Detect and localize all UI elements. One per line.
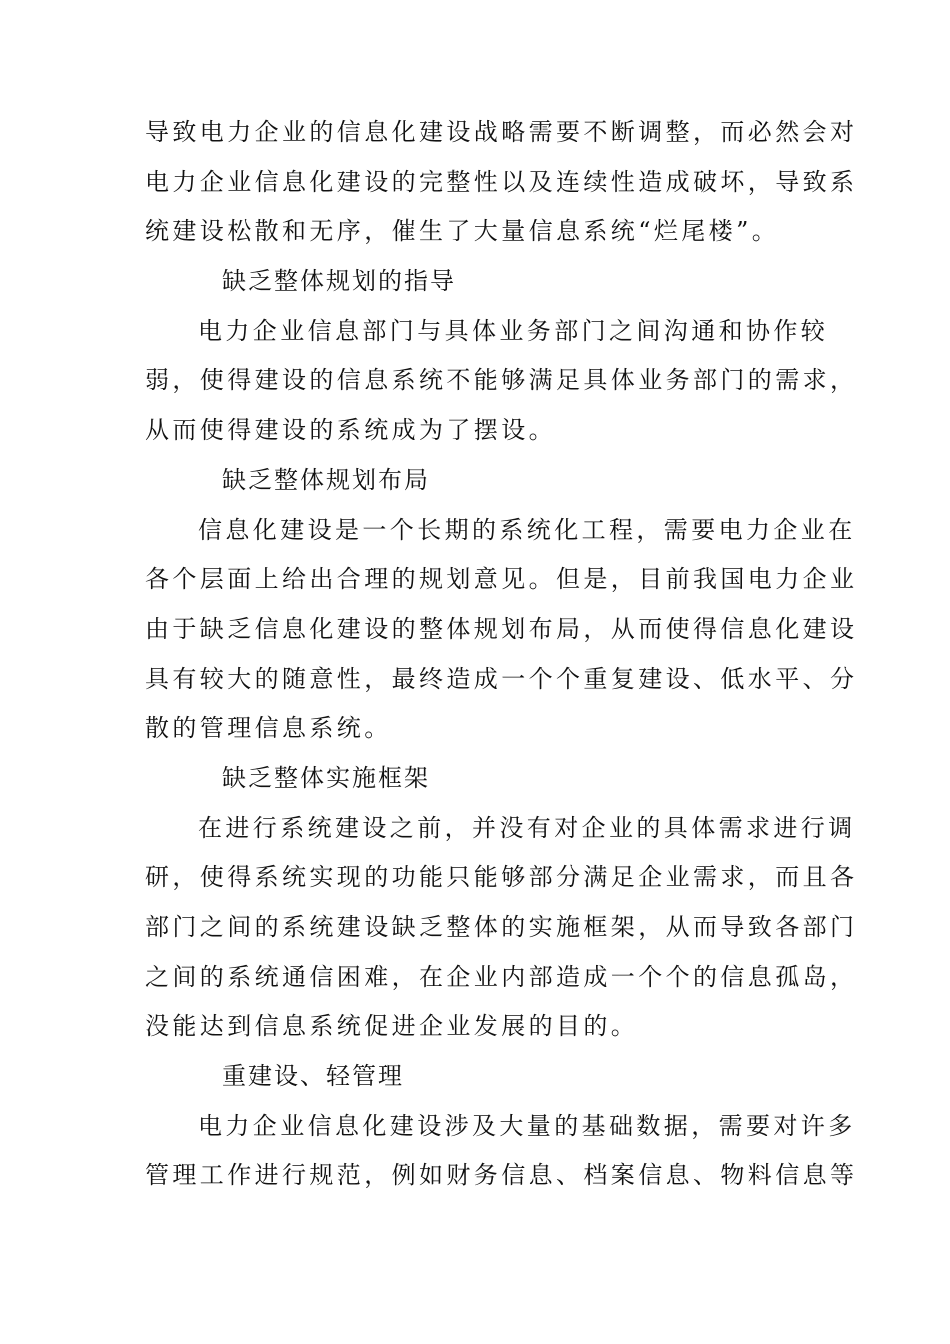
paragraph-line: 具有较大的随意性，最终造成一个个重复建设、低水平、分 xyxy=(145,664,858,693)
paragraph-line: 从而使得建设的系统成为了摆设。 xyxy=(145,416,556,445)
section-heading: 缺乏整体实施框架 xyxy=(222,763,430,792)
paragraph-line: 电力企业信息部门与具体业务部门之间沟通和协作较 xyxy=(198,316,829,345)
document-page xyxy=(145,108,858,1201)
paragraph-line: 电力企业信息化建设涉及大量的基础数据，需要对许多 xyxy=(198,1111,856,1140)
paragraph-line: 之间的系统通信困难，在企业内部造成一个个的信息孤岛， xyxy=(145,962,858,991)
section-heading: 重建设、轻管理 xyxy=(222,1062,404,1091)
paragraph-line: 由于缺乏信息化建设的整体规划布局，从而使得信息化建设 xyxy=(145,614,858,643)
paragraph-line: 导致电力企业的信息化建设战略需要不断调整，而必然会对 xyxy=(145,118,858,146)
paragraph-line: 各个层面上给出合理的规划意见。但是，目前我国电力企业 xyxy=(145,565,858,594)
paragraph-line: 没能达到信息系统促进企业发展的目的。 xyxy=(145,1012,639,1041)
paragraph-line: 在进行系统建设之前，并没有对企业的具体需求进行调 xyxy=(198,813,856,842)
paragraph-line: 弱，使得建设的信息系统不能够满足具体业务部门的需求， xyxy=(145,366,858,395)
paragraph-line: 部门之间的系统建设缺乏整体的实施框架，从而导致各部门 xyxy=(145,913,858,941)
section-heading: 缺乏整体规划的指导 xyxy=(222,267,456,296)
section-heading: 缺乏整体规划布局 xyxy=(222,465,430,494)
paragraph-line: 管理工作进行规范，例如财务信息、档案信息、物料信息等 xyxy=(145,1161,858,1190)
paragraph-line: 统建设松散和无序，催生了大量信息系统“烂尾楼”。 xyxy=(145,217,780,246)
paragraph-line: 电力企业信息化建设的完整性以及连续性造成破坏，导致系 xyxy=(145,167,858,196)
paragraph-line: 研，使得系统实现的功能只能够部分满足企业需求，而且各 xyxy=(145,863,858,892)
paragraph-line: 散的管理信息系统。 xyxy=(145,714,392,743)
paragraph-line: 信息化建设是一个长期的系统化工程，需要电力企业在 xyxy=(198,515,856,544)
